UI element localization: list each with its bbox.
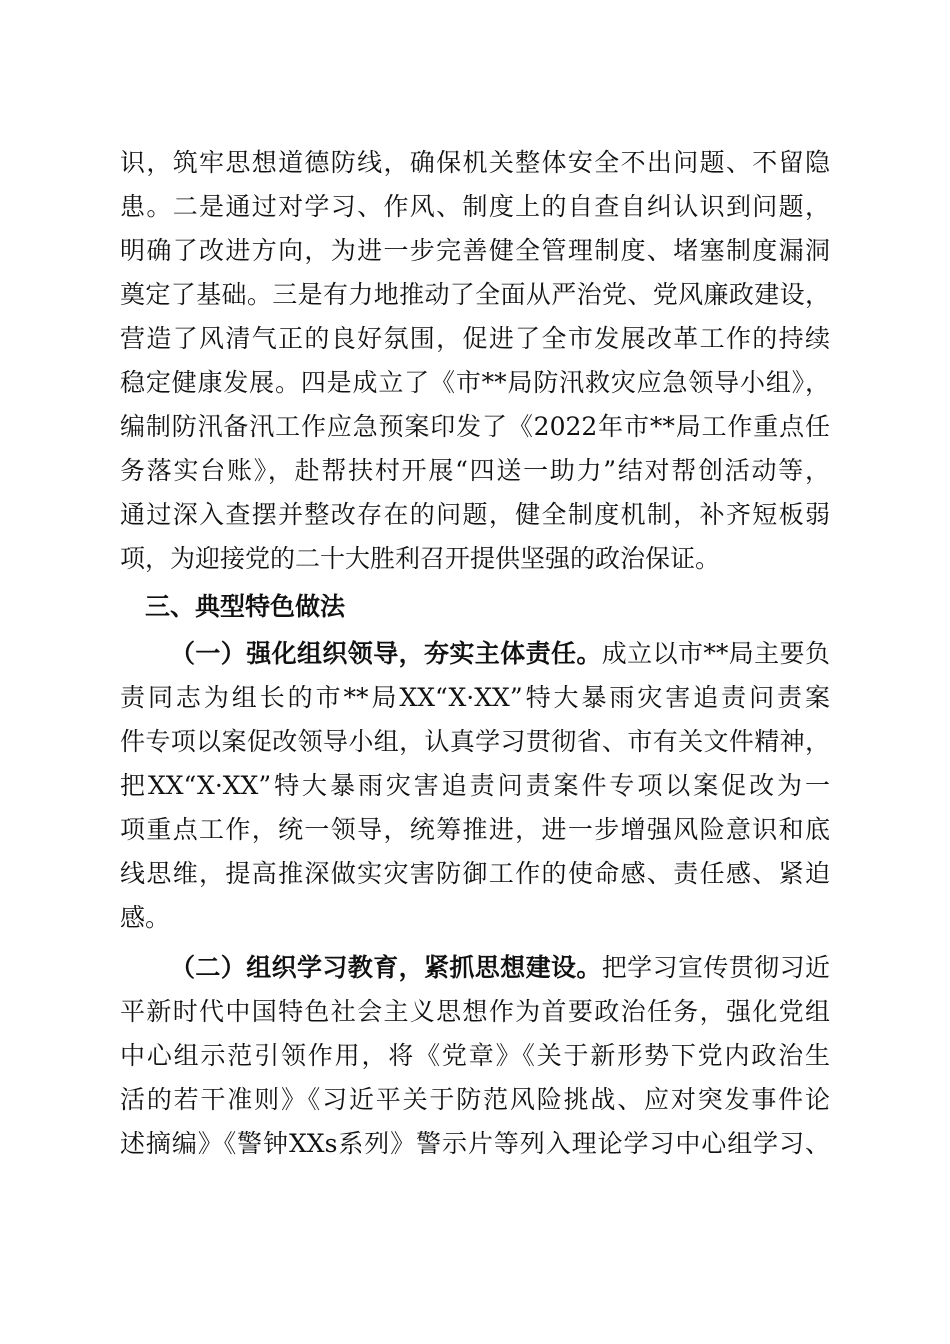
- body-text-line: 营造了风清气正的良好氛围，促进了全市发展改革工作的持续: [120, 324, 830, 353]
- body-text-line: 稳定健康发展。四是成立了《市**局防汛救灾应急领导小组》，: [120, 368, 830, 397]
- body-text-line: 感。: [120, 903, 171, 932]
- body-text-line: 识，筑牢思想道德防线，确保机关整体安全不出问题、不留隐: [120, 148, 830, 177]
- body-text-line: 责同志为组长的市**局XX“X·XX”特大暴雨灾害追责问责案: [120, 683, 830, 712]
- body-text-line: 活的若干准则》《习近平关于防范风险挑战、应对突发事件论: [120, 1085, 830, 1114]
- body-text-line: 平新时代中国特色社会主义思想作为首要政治任务，强化党组: [120, 997, 830, 1026]
- body-text-line: 患。二是通过对学习、作风、制度上的自查自纠认识到问题，: [120, 192, 830, 221]
- body-text-line: 项，为迎接党的二十大胜利召开提供坚强的政治保证。: [120, 544, 721, 573]
- body-text-line: 通过深入查摆并整改存在的问题，健全制度机制，补齐短板弱: [120, 500, 830, 529]
- body-text-line: 务落实台账》，赴帮扶村开展“四送一助力”结对帮创活动等，: [120, 456, 830, 485]
- body-text-line: 把XX“X·XX”特大暴雨灾害追责问责案件专项以案促改为一: [120, 771, 830, 800]
- paragraph-first-line: [170, 950, 830, 986]
- section-heading: 三、典型特色做法: [145, 592, 346, 621]
- paragraph-text: 把学习宣传贯彻习近: [601, 953, 830, 982]
- body-text-line: 编制防汛备汛工作应急预案印发了《2022年市**局工作重点任: [120, 412, 830, 441]
- paragraph-first-line: [170, 636, 830, 672]
- body-text-line: 线思维，提高推深做实灾害防御工作的使命感、责任感、紧迫: [120, 859, 830, 888]
- body-text-line: 件专项以案促改领导小组，认真学习贯彻省、市有关文件精神，: [120, 727, 830, 756]
- body-text-line: 明确了改进方向，为进一步完善健全管理制度、堵塞制度漏洞: [120, 236, 830, 265]
- paragraph-lead: （二）组织学习教育，紧抓思想建设。: [170, 953, 602, 982]
- paragraph-lead: （一）强化组织领导，夯实主体责任。: [170, 639, 602, 668]
- paragraph-text: 成立以市**局主要负: [601, 639, 830, 668]
- body-text-line: 奠定了基础。三是有力地推动了全面从严治党、党风廉政建设，: [120, 280, 830, 309]
- body-text-line: 项重点工作，统一领导，统筹推进，进一步增强风险意识和底: [120, 815, 830, 844]
- body-text-line: 中心组示范引领作用，将《党章》《关于新形势下党内政治生: [120, 1041, 830, 1070]
- body-text-line: 述摘编》《警钟XXs系列》警示片等列入理论学习中心组学习、: [120, 1129, 830, 1158]
